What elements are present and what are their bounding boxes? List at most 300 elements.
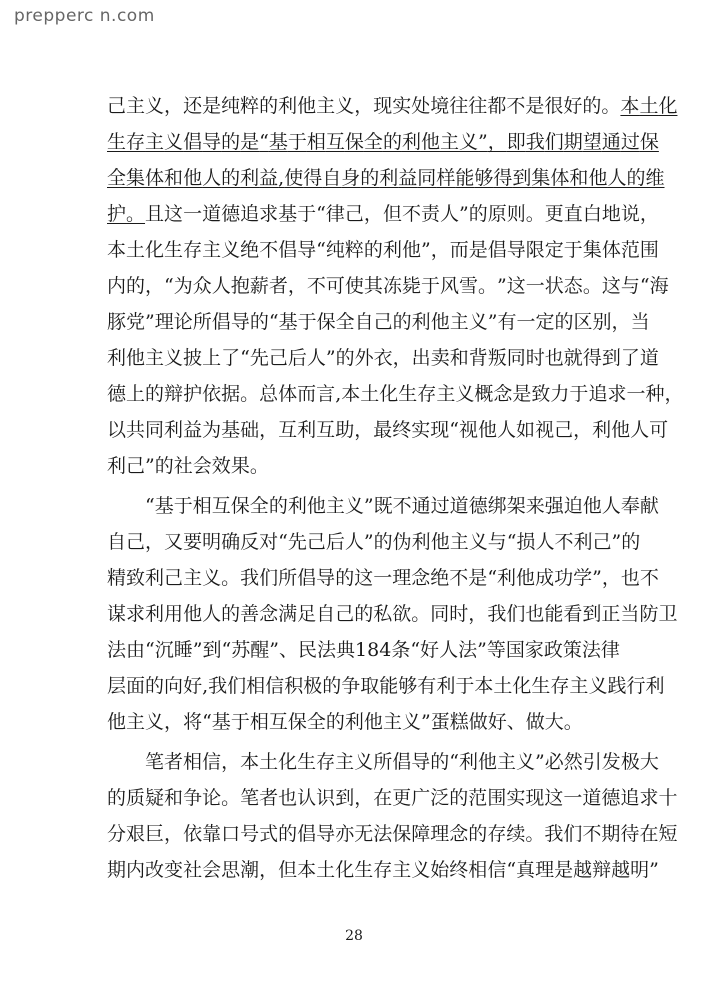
- text-char: 的: [221, 603, 241, 625]
- text-char: 典: [336, 639, 356, 661]
- text-char: ”: [145, 455, 155, 477]
- text-char: 如: [516, 419, 536, 441]
- text-char: 力: [550, 383, 570, 405]
- underlined-char: 存: [126, 131, 146, 153]
- text-char: 社: [173, 455, 193, 477]
- text-char: ,: [335, 383, 342, 405]
- text-char: 人: [211, 275, 231, 297]
- text-char: 做: [525, 711, 545, 733]
- text-char: ，: [392, 347, 412, 369]
- text-char: 道: [582, 787, 602, 809]
- text-char: 式: [259, 823, 279, 845]
- text-char: 笔: [240, 787, 260, 809]
- text-char: ”: [363, 495, 374, 517]
- text-char: “: [410, 639, 421, 661]
- text-char: 信: [487, 859, 507, 881]
- text-char: 义: [401, 711, 421, 733]
- text-char: 他: [363, 711, 383, 733]
- text-char: 律: [325, 203, 345, 225]
- text-char: 依: [183, 823, 203, 845]
- text-char: 者: [268, 275, 288, 297]
- text-char: 所: [373, 751, 393, 773]
- text-char: 论: [202, 787, 222, 809]
- text-char: ，: [221, 751, 241, 773]
- text-char: 相: [249, 711, 269, 733]
- text-char: 使: [344, 275, 364, 297]
- text-char: 是: [554, 859, 574, 881]
- text-char: 后: [287, 347, 307, 369]
- text-char: 存: [183, 239, 203, 261]
- text-char: 的: [249, 311, 269, 333]
- text-char: 终: [449, 859, 469, 881]
- text-char: 不: [401, 203, 421, 225]
- text-char: 但: [382, 203, 402, 225]
- text-char: 到: [202, 639, 222, 661]
- text-char: 利: [278, 95, 298, 117]
- text-char: 致: [126, 567, 146, 589]
- text-char: 粹: [344, 239, 364, 261]
- text-char: 取: [360, 675, 380, 697]
- text-char: ，: [573, 419, 593, 441]
- paragraph: [107, 744, 678, 888]
- text-char: 始: [430, 859, 450, 881]
- text-char: 基: [221, 419, 241, 441]
- document-body: [107, 88, 684, 888]
- text-char: 保: [287, 711, 307, 733]
- text-char: 范: [468, 787, 488, 809]
- text-char: 自: [107, 531, 127, 553]
- text-char: 要: [183, 531, 203, 553]
- text-char: 更: [544, 203, 564, 225]
- text-char: 效: [211, 455, 231, 477]
- text-char: 功: [554, 567, 574, 589]
- text-char: 原: [487, 203, 507, 225]
- text-char: 无: [354, 823, 374, 845]
- text-char: 、: [506, 711, 526, 733]
- text-char: 化: [512, 675, 532, 697]
- text-char: 184: [355, 639, 392, 661]
- text-char: 的: [325, 711, 345, 733]
- text-char: 现: [430, 419, 450, 441]
- underlined-char: 互: [325, 131, 345, 153]
- text-char: 卫: [658, 603, 678, 625]
- text-char: 疑: [145, 787, 165, 809]
- text-char: 都: [487, 95, 507, 117]
- text-char: 白: [582, 203, 602, 225]
- text-char: 不: [639, 567, 659, 589]
- text-char: 终: [392, 419, 412, 441]
- underlined-char: 的: [382, 131, 402, 153]
- text-char: ，: [145, 531, 165, 553]
- text-char: 由: [126, 639, 146, 661]
- underlined-char: 们: [544, 131, 564, 153]
- text-char: 为: [173, 275, 193, 297]
- text-char: 向: [164, 675, 184, 697]
- text-char: 先: [249, 347, 269, 369]
- text-char: 利: [107, 455, 127, 477]
- text-char: 确: [221, 531, 241, 553]
- text-char: “: [316, 239, 326, 261]
- text-char: 行: [626, 675, 646, 697]
- text-char: 别: [592, 311, 612, 333]
- text-char: 互: [316, 419, 336, 441]
- text-char: 化: [379, 383, 399, 405]
- text-char: 用: [164, 603, 184, 625]
- text-char: 和: [449, 347, 469, 369]
- text-char: 好: [487, 711, 507, 733]
- text-char: 同: [145, 419, 165, 441]
- text-char: 泛: [430, 787, 450, 809]
- text-char: 致: [531, 383, 551, 405]
- text-char: 利: [164, 419, 184, 441]
- text-char: ”: [145, 311, 155, 333]
- text-char: 层: [107, 675, 127, 697]
- text-char: ”: [477, 639, 487, 661]
- text-char: 态: [563, 275, 583, 297]
- text-char: 毙: [401, 275, 421, 297]
- text-char: 然: [563, 751, 583, 773]
- underlined-char: 。: [126, 203, 146, 225]
- text-char: 主: [392, 859, 412, 881]
- underlined-char: “: [259, 131, 269, 153]
- text-char: 所: [192, 311, 212, 333]
- text-char: 法: [107, 639, 127, 661]
- text-char: 会: [202, 859, 222, 881]
- text-char: ，: [611, 311, 631, 333]
- text-char: 德: [468, 495, 488, 517]
- text-char: 风: [439, 275, 459, 297]
- text-char: 基: [278, 311, 298, 333]
- text-char: 也: [525, 603, 545, 625]
- text-char: 分: [107, 823, 127, 845]
- text-char: 同: [506, 347, 526, 369]
- text-char: 往: [449, 95, 469, 117]
- text-char: 义: [221, 239, 241, 261]
- text-char: 面: [126, 675, 146, 697]
- text-char: 。: [478, 275, 498, 297]
- text-char: 说: [620, 203, 640, 225]
- text-char: 实: [411, 419, 431, 441]
- text-char: 导: [316, 823, 336, 845]
- paragraph: [107, 488, 678, 740]
- underlined-char: 人: [202, 167, 222, 189]
- underlined-char: 他: [588, 167, 608, 189]
- text-char: 欲: [392, 603, 412, 625]
- text-line: [107, 816, 678, 852]
- text-char: 体: [278, 383, 298, 405]
- text-char: 睡: [173, 639, 193, 661]
- text-char: 大: [639, 751, 659, 773]
- text-line: [107, 376, 684, 412]
- text-char: 他: [516, 567, 536, 589]
- text-char: 。: [249, 455, 269, 477]
- text-char: 本: [107, 239, 127, 261]
- underlined-char: 基: [268, 131, 288, 153]
- text-char: ，: [430, 239, 450, 261]
- text-char: 而: [297, 383, 317, 405]
- text-char: 德: [221, 203, 241, 225]
- text-char: 的: [322, 675, 342, 697]
- text-char: 先: [287, 531, 307, 553]
- text-char: 护: [183, 383, 203, 405]
- text-char: 时: [525, 347, 545, 369]
- text-char: 主: [316, 95, 336, 117]
- text-char: 总: [259, 383, 279, 405]
- text-char: 还: [183, 95, 203, 117]
- underlined-char: ，: [487, 131, 507, 153]
- text-char: 导: [297, 239, 317, 261]
- text-char: 谋: [107, 603, 127, 625]
- text-char: 人: [306, 347, 326, 369]
- text-line: [107, 412, 669, 448]
- text-char: 倡: [278, 239, 298, 261]
- text-char: 短: [658, 823, 678, 845]
- underlined-char: 保: [639, 131, 659, 153]
- text-char: 披: [183, 347, 203, 369]
- text-char: 共: [126, 419, 146, 441]
- text-char: ，: [664, 383, 684, 405]
- text-char: 的: [392, 311, 412, 333]
- underlined-char: 的: [626, 167, 646, 189]
- text-char: 的: [145, 383, 165, 405]
- underlined-char: 生: [107, 131, 127, 153]
- text-char: 看: [563, 603, 583, 625]
- text-char: 于: [420, 275, 440, 297]
- text-char: 存: [487, 823, 507, 845]
- text-char: 定: [544, 239, 564, 261]
- text-char: 条: [391, 639, 411, 661]
- text-char: 一: [183, 203, 203, 225]
- underlined-char: 使: [284, 167, 304, 189]
- text-char: 冻: [382, 275, 402, 297]
- underlined-char: 集: [531, 167, 551, 189]
- text-char: 区: [573, 311, 593, 333]
- text-char: 满: [278, 603, 298, 625]
- text-char: 法: [458, 639, 478, 661]
- text-char: 己: [107, 95, 127, 117]
- underlined-char: 期: [563, 131, 583, 153]
- text-char: 于: [569, 383, 589, 405]
- text-char: 保: [392, 823, 412, 845]
- underlined-char: 样: [436, 167, 456, 189]
- text-char: 的: [621, 531, 641, 553]
- text-line: [107, 744, 659, 780]
- text-char: 识: [316, 787, 336, 809]
- text-char: 的: [373, 531, 393, 553]
- text-char: 础: [240, 419, 260, 441]
- text-char: 己: [268, 347, 288, 369]
- text-char: 对: [259, 531, 279, 553]
- text-char: 笔: [145, 751, 165, 773]
- text-char: 主: [202, 239, 222, 261]
- text-char: 善: [240, 603, 260, 625]
- text-char: 义: [145, 711, 165, 733]
- text-char: 求: [607, 383, 627, 405]
- text-char: 生: [297, 751, 317, 773]
- text-line: [107, 124, 659, 160]
- underlined-char: 相: [306, 131, 326, 153]
- text-char: 义: [411, 859, 431, 881]
- text-char: 存: [373, 859, 393, 881]
- text-char: 相: [192, 495, 212, 517]
- underlined-char: 利: [240, 167, 260, 189]
- underlined-char: 全: [363, 131, 383, 153]
- text-char: ，: [468, 603, 488, 625]
- underlined-char: 人: [607, 167, 627, 189]
- text-char: 广: [411, 787, 431, 809]
- text-char: 全: [335, 311, 355, 333]
- text-char: 地: [601, 203, 621, 225]
- text-char: 私: [373, 603, 393, 625]
- text-line: [107, 560, 659, 596]
- text-char: 本: [297, 859, 317, 881]
- text-char: 己: [344, 203, 364, 225]
- text-char: 真: [516, 859, 536, 881]
- text-line: [107, 704, 603, 740]
- underlined-char: 体: [145, 167, 165, 189]
- text-char: 的: [363, 239, 383, 261]
- text-char: 他: [401, 239, 421, 261]
- text-char: 求: [126, 603, 146, 625]
- text-char: ，: [164, 823, 184, 845]
- text-char: 视: [459, 419, 479, 441]
- text-char: 主: [325, 495, 345, 517]
- text-char: 有: [417, 675, 437, 697]
- text-char: 就: [563, 347, 583, 369]
- text-char: 的: [468, 823, 488, 845]
- text-char: ”: [535, 751, 545, 773]
- text-char: 视: [535, 419, 555, 441]
- text-char: 人: [497, 419, 517, 441]
- text-char: 己: [592, 531, 612, 553]
- text-char: 民: [298, 639, 318, 661]
- text-char: 境: [430, 95, 450, 117]
- underlined-char: 我: [525, 131, 545, 153]
- text-char: 障: [411, 823, 431, 845]
- text-char: 定: [535, 311, 555, 333]
- text-char: 做: [468, 711, 488, 733]
- underlined-char: 保: [344, 131, 364, 153]
- text-char: 损: [516, 531, 536, 553]
- text-char: 本: [240, 751, 260, 773]
- page-number: 28: [345, 928, 363, 944]
- text-char: 既: [373, 495, 393, 517]
- text-char: 现: [373, 95, 393, 117]
- text-char: 党: [126, 311, 146, 333]
- text-char: 范: [620, 239, 640, 261]
- text-char: ”: [487, 311, 498, 333]
- text-char: 。: [525, 823, 545, 845]
- underlined-char: 的: [221, 131, 241, 153]
- text-char: 衣: [373, 347, 393, 369]
- text-char: 辩: [592, 859, 612, 881]
- underlined-char: 即: [506, 131, 526, 153]
- text-char: 利: [573, 531, 593, 553]
- text-char: 倡: [487, 239, 507, 261]
- text-char: 处: [411, 95, 431, 117]
- text-char: 道: [202, 203, 222, 225]
- underlined-char: 本: [620, 95, 640, 117]
- text-char: 内: [126, 859, 146, 881]
- text-char: “: [449, 751, 459, 773]
- text-char: 他: [306, 495, 326, 517]
- text-char: 己: [554, 419, 574, 441]
- text-char: 绝: [430, 567, 450, 589]
- underlined-char: 和: [164, 167, 184, 189]
- text-char: “: [221, 639, 232, 661]
- text-char: 的: [430, 751, 450, 773]
- text-char: 己: [126, 455, 146, 477]
- text-char: 者: [259, 787, 279, 809]
- text-char: 我: [544, 823, 564, 845]
- text-char: 不: [392, 495, 412, 517]
- text-char: 不: [582, 823, 602, 845]
- text-char: 防: [639, 603, 659, 625]
- text-char: 不: [506, 95, 526, 117]
- text-char: 奉: [620, 495, 640, 517]
- text-char: 过: [430, 495, 450, 517]
- underlined-char: 得: [303, 167, 323, 189]
- text-char: 道: [449, 495, 469, 517]
- text-char: 好: [563, 95, 583, 117]
- text-char: 义: [516, 751, 536, 773]
- text-char: 极: [303, 675, 323, 697]
- text-char: 可: [325, 275, 345, 297]
- text-char: 土: [259, 751, 279, 773]
- text-char: 的: [145, 675, 165, 697]
- text-char: 化: [278, 751, 298, 773]
- text-char: 依: [202, 383, 222, 405]
- text-char: 巨: [145, 823, 165, 845]
- text-char: 内: [107, 275, 127, 297]
- text-char: 的: [259, 95, 279, 117]
- text-char: 所: [278, 567, 298, 589]
- text-char: 基: [278, 203, 298, 225]
- text-char: “: [145, 639, 155, 661]
- underlined-char: 益: [398, 167, 418, 189]
- text-char: 义: [354, 751, 374, 773]
- text-char: 有: [497, 311, 517, 333]
- text-char: 苏: [231, 639, 251, 661]
- text-char: 德: [601, 787, 621, 809]
- text-char: 家: [524, 639, 544, 661]
- text-char: 主: [335, 751, 355, 773]
- text-char: 状: [544, 275, 564, 297]
- text-char: 变: [164, 859, 184, 881]
- text-char: 倡: [392, 751, 412, 773]
- text-char: 通: [411, 495, 431, 517]
- text-char: 海: [649, 275, 669, 297]
- text-char: 主: [449, 531, 469, 553]
- text-char: 念: [449, 823, 469, 845]
- text-char: 在: [639, 823, 659, 845]
- text-char: 抱: [230, 275, 250, 297]
- text-char: 必: [544, 751, 564, 773]
- text-char: 是: [512, 383, 532, 405]
- text-char: 他: [478, 419, 498, 441]
- underlined-char: 主: [145, 131, 165, 153]
- text-char: 强: [544, 495, 564, 517]
- text-char: 法: [373, 823, 393, 845]
- text-char: “: [487, 567, 498, 589]
- text-char: 靠: [202, 823, 222, 845]
- text-line: [107, 268, 669, 304]
- text-char: 利: [382, 239, 402, 261]
- underlined-char: 义: [459, 131, 479, 153]
- text-char: 利: [592, 419, 612, 441]
- text-char: 导: [411, 751, 431, 773]
- underlined-char: 的: [360, 167, 380, 189]
